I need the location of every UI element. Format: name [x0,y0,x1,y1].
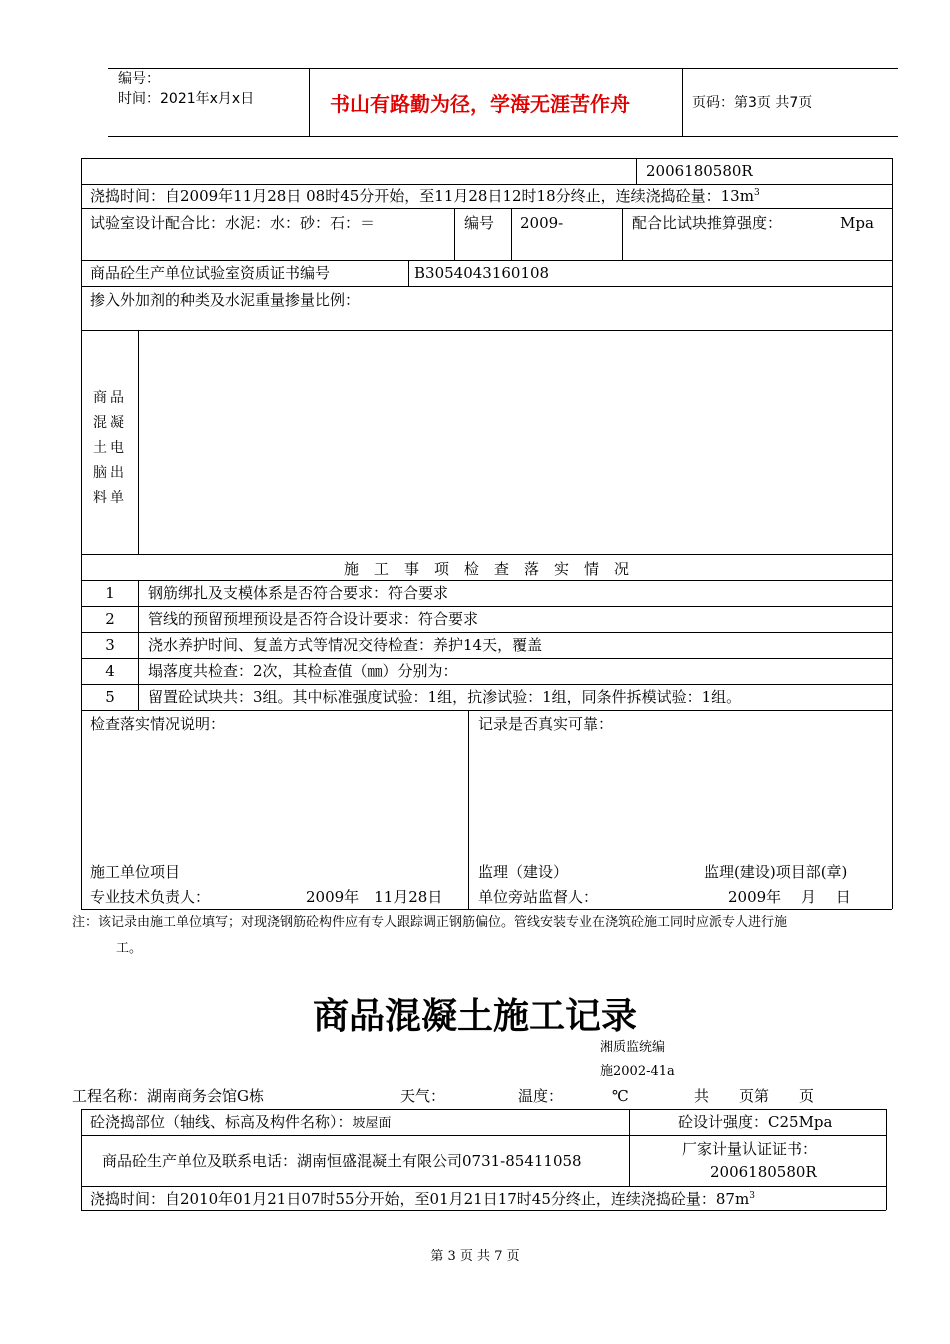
temperature-unit: ℃ [612,1087,629,1105]
pour-time-2: 浇捣时间：自2010年01月21日07时55分开始，至01月21日17时45分终止，连续浇捣砼量：$87m^3$ [90,1190,755,1208]
form-code-1: 湘质监统编 [600,1040,666,1055]
number-label: 编号 [464,214,495,232]
strength-unit: Mpa [840,214,874,232]
builder-project: 施工单位项目 [90,863,181,881]
note-line-1: 注：该记录由施工单位填写；对现浇钢筋砼构件应有专人跟踪调正钢筋偏位。管线安装专业在浇筑砼施工同时应派专人进行施 [72,915,788,930]
inspection-title: 施 工 事 项 检 查 落 实 情 况 [343,560,629,578]
weather-label: 天气： [400,1087,446,1105]
code-label: 编号： [118,71,160,87]
item-text: 管线的预留预埋预设是否符合设计要求：符合要求 [148,610,479,628]
page-count: 共 页第 页 [694,1087,815,1105]
supervisor: 监理（建设） [478,863,569,881]
explain-label: 检查落实情况说明： [90,715,226,733]
number-value: 2009- [520,214,564,232]
item-number: 4 [105,662,115,680]
lab-cert-value: B3054043160108 [414,264,550,282]
temperature-label: 温度： [518,1087,564,1105]
pour-part: 砼浇捣部位（轴线、标高及构件名称）：坡屋面 [90,1113,392,1131]
supervisor-person: 单位旁站监督人： [478,888,599,906]
design-strength: 砼设计强度：C25Mpa [678,1113,833,1131]
builder-tech: 专业技术负责人： [90,888,211,906]
item-text: 留置砼试块共：3组。其中标准强度试验：1组，抗渗试验：1组，同条件拆模试验：1组。 [148,688,742,706]
page-label: 页码：第3页 共7页 [692,95,813,111]
item-number: 3 [105,636,115,654]
lab-cert-label: 商品砼生产单位试验室资质证书编号 [90,264,331,282]
motto: 书山有路勤为径，学海无涯苦作舟 [330,92,630,116]
strength-label: 配合比试块推算强度： [632,214,783,232]
mix-ratio: 试验室设计配合比：水泥：水：砂：石：＝ [90,214,376,232]
producer: 商品砼生产单位及联系电话：湖南恒盛混凝土有限公司0731-85411058 [102,1152,582,1170]
item-number: 1 [105,584,115,602]
cert-label: 厂家计量认证证书： [682,1140,818,1158]
form-code-2: 施2002-41a [600,1064,675,1079]
cert-number: 2006180580R [646,162,753,180]
cert-value: 2006180580R [710,1163,817,1181]
project-name: 工程名称：湖南商务会馆G栋 [72,1087,264,1105]
computer-slip-label: 商品 混凝 土电 脑出 料单 [93,390,127,506]
time-label: 时间：2021年x月x日 [118,91,255,107]
record2-title: 商品混凝土施工记录 [312,996,637,1037]
item-text: 钢筋绑扎及支模体系是否符合要求：符合要求 [148,584,449,602]
supervisor-dept: 监理(建设)项目部(章) [704,863,848,881]
item-number: 2 [105,610,115,628]
note-line-2: 工。 [116,941,143,956]
item-text: 塌落度共检查：2次，其检查值（㎜）分别为： [148,662,458,680]
builder-date: 2009年 11月28日 [306,888,443,906]
supervisor-date: 2009年 月 日 [728,888,851,906]
item-text: 浇水养护时间、复盖方式等情况交待检查：养护14天，覆盖 [148,636,543,654]
admixture: 掺入外加剂的种类及水泥重量掺量比例： [90,291,361,309]
true-label: 记录是否真实可靠： [478,715,614,733]
pour-time: 浇捣时间：自2009年11月28日 08时45分开始，至11月28日12时18分终止，连续浇捣砼量：$13m^3$ [90,187,760,205]
item-number: 5 [105,688,115,706]
page-footer: 第 3 页 共 7 页 [430,1249,520,1264]
